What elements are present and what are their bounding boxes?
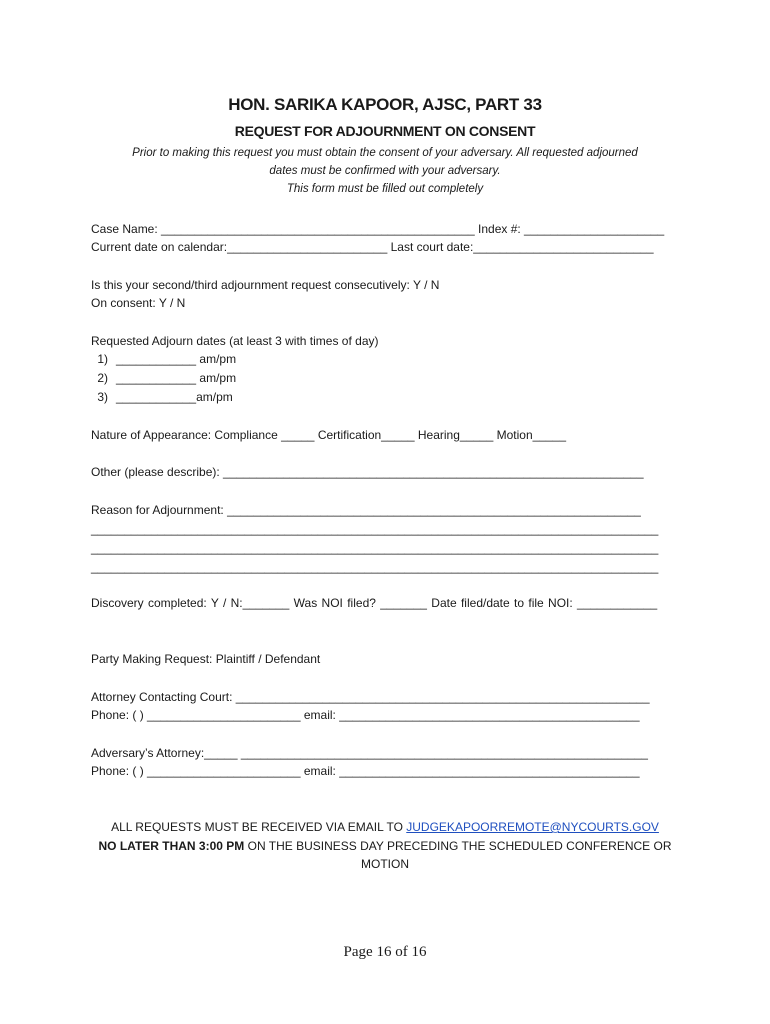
reason-line[interactable]: _____________________________________________________________________________________	[91, 541, 659, 555]
instruction-line-1: Prior to making this request you must obtain the consent of your adversary. All requested adjourned	[132, 147, 638, 159]
attorney-contacting-field[interactable]: Attorney Contacting Court: ______________________________________________________________	[91, 690, 650, 704]
adjourn-date-field[interactable]: ____________am/pm	[116, 390, 233, 404]
footer-deadline-line	[0, 839, 770, 853]
calendar-date-field[interactable]: Current date on calendar:________________________ Last court date:___________________________	[91, 240, 654, 254]
reason-line[interactable]: _____________________________________________________________________________________	[91, 522, 659, 536]
list-number: 1)	[97, 352, 108, 366]
attorney-phone-email-field[interactable]: Phone: ( ) _______________________ email: _____________________________________________	[91, 708, 640, 722]
footer-email-prefix: ALL REQUESTS MUST BE RECEIVED VIA EMAIL TO	[111, 820, 407, 834]
discovery-field[interactable]: Discovery completed: Y / N:_______ Was NOI filed? _______ Date filed/date to file NOI: ____________	[91, 596, 658, 610]
adjourn-date-field[interactable]: ____________ am/pm	[116, 371, 237, 385]
deadline-rest-text: ON THE BUSINESS DAY PRECEDING THE SCHEDULED CONFERENCE OR	[244, 839, 672, 853]
adjourn-date-item[interactable]	[88, 370, 236, 386]
case-name-field[interactable]: Case Name: _______________________________________________ Index #: _____________________	[91, 222, 665, 236]
instruction-line-2: dates must be confirmed with your adversary.	[269, 165, 501, 177]
adjourn-date-field[interactable]: ____________ am/pm	[116, 352, 237, 366]
second-request-question[interactable]: Is this your second/third adjournment request consecutively: Y / N	[91, 278, 440, 292]
nature-of-appearance-field[interactable]: Nature of Appearance: Compliance _____ Certification_____ Hearing_____ Motion_____	[91, 428, 566, 442]
list-number: 3)	[97, 390, 108, 404]
judge-title: HON. SARIKA KAPOOR, AJSC, PART 33	[228, 95, 542, 114]
adversary-attorney-field[interactable]: Adversary’s Attorney:_____ _____________________________________________________________	[91, 746, 648, 760]
adjourn-dates-heading: Requested Adjourn dates (at least 3 with times of day)	[91, 334, 379, 348]
instruction-line-3: This form must be filled out completely	[286, 183, 484, 195]
other-description-field[interactable]: Other (please describe): _______________________________________________________________	[91, 465, 644, 479]
email-link[interactable]: JUDGEKAPOORREMOTE@NYCOURTS.GOV	[406, 820, 659, 834]
reason-field[interactable]: Reason for Adjournment: ______________________________________________________________	[91, 503, 641, 517]
adversary-phone-email-field[interactable]: Phone: ( ) _______________________ email: _____________________________________________	[91, 764, 640, 778]
adjourn-date-item[interactable]	[88, 389, 233, 405]
deadline-bold-text: NO LATER THAN 3:00 PM	[98, 839, 245, 853]
form-title: REQUEST FOR ADJOURNMENT ON CONSENT	[234, 123, 536, 139]
reason-line[interactable]: _____________________________________________________________________________________	[91, 560, 659, 574]
page-number: Page 16 of 16	[343, 944, 427, 960]
footer-motion-line: MOTION	[361, 857, 409, 871]
list-number: 2)	[97, 371, 108, 385]
party-making-request-field[interactable]: Party Making Request: Plaintiff / Defendant	[91, 652, 321, 666]
on-consent-question[interactable]: On consent: Y / N	[91, 296, 186, 310]
adjourn-date-item[interactable]	[88, 351, 236, 367]
footer-email-line	[0, 820, 770, 834]
